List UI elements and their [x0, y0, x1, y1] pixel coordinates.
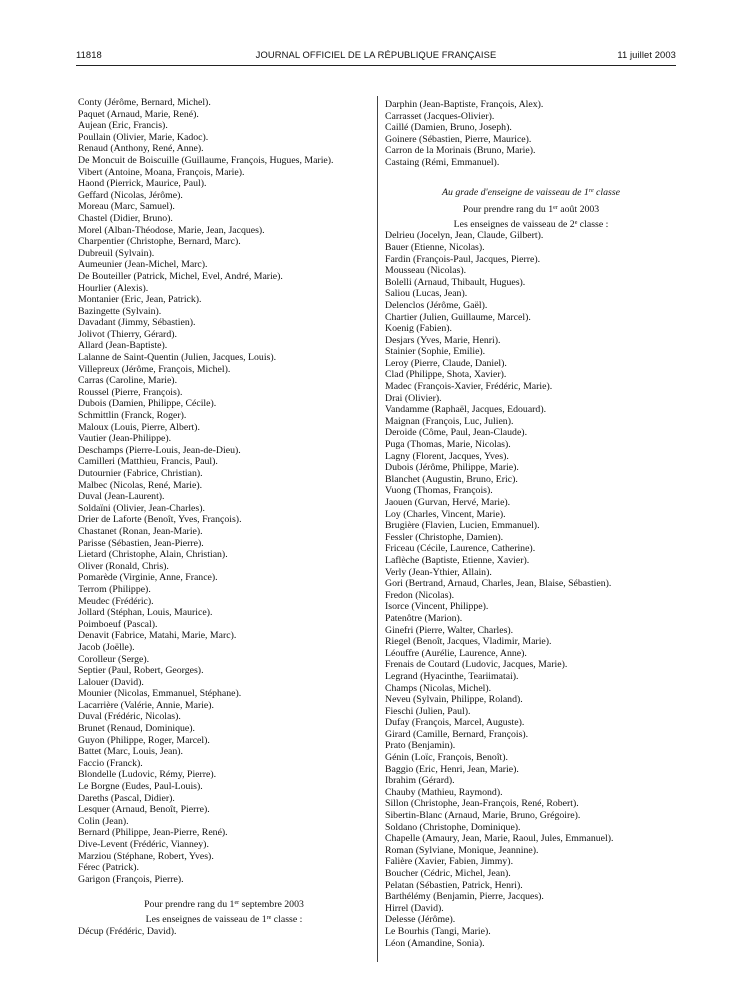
- list-item: Caillé (Damien, Bruno, Joseph).: [385, 122, 512, 134]
- list-item: Villepreux (Jérôme, François, Michel).: [78, 363, 231, 375]
- list-item: Dubreuil (Sylvain).: [78, 247, 155, 259]
- subheading-second-class: Les enseignes de vaisseau de 2e classe :: [453, 218, 609, 230]
- list-item: Drier de Laforte (Benoît, Yves, François).: [78, 514, 242, 526]
- list-item: Friceau (Cécile, Laurence, Catherine).: [385, 543, 536, 555]
- list-item: Frenais de Coutard (Ludovic, Jacques, Marie).: [385, 659, 568, 671]
- list-item: Delenclos (Jérôme, Gaël).: [385, 299, 488, 311]
- list-item: Léon (Amandine, Sonia).: [385, 937, 485, 949]
- list-item: Roman (Sylviane, Monique, Jeannine).: [385, 844, 539, 856]
- list-item: Deroide (Côme, Paul, Jean-Claude).: [385, 427, 528, 439]
- list-item: Clad (Philippe, Shota, Xavier).: [385, 369, 507, 381]
- list-item: Fessler (Christophe, Damien).: [385, 531, 504, 543]
- list-item: Sillon (Christophe, Jean-François, René, Robert).: [385, 798, 579, 810]
- list-item: Lesquer (Arnaud, Benoît, Pierre).: [78, 804, 210, 816]
- list-item: Boucher (Cédric, Michel, Jean).: [385, 868, 511, 879]
- list-item: Riegel (Benoît, Jacques, Vladimir, Marie).: [385, 636, 552, 648]
- list-item: Maloux (Louis, Pierre, Albert).: [78, 421, 200, 433]
- list-item: Lacarrière (Valérie, Annie, Marie).: [78, 699, 214, 711]
- list-item: Carrasset (Jacques-Olivier).: [385, 110, 495, 122]
- list-item: Colin (Jean).: [78, 815, 129, 827]
- list-item: Hirrel (David).: [385, 902, 444, 914]
- list-item: Denavit (Fabrice, Matahi, Marie, Marc).: [78, 630, 237, 642]
- list-item: Koenig (Fabien).: [385, 323, 452, 335]
- list-item: Delesse (Jérôme).: [385, 914, 456, 926]
- list-item: Lalouer (David).: [78, 676, 144, 688]
- list-item: Montanier (Eric, Jean, Patrick).: [78, 294, 202, 306]
- list-item: Geffard (Nicolas, Jérôme).: [78, 189, 183, 201]
- list-item: Paquet (Arnaud, Marie, René).: [78, 108, 199, 120]
- list-item: Mousseau (Nicolas).: [385, 265, 467, 277]
- section-gap: [78, 885, 370, 899]
- list-item: Dutournier (Fabrice, Christian).: [78, 468, 203, 479]
- list-item: Lagny (Florent, Jacques, Yves).: [385, 450, 509, 462]
- list-item: Chauby (Mathieu, Raymond).: [385, 786, 503, 798]
- list-item: Delrieu (Jocelyn, Jean, Claude, Gilbert).: [385, 230, 544, 242]
- list-item: Fardin (François-Paul, Jacques, Pierre).: [385, 253, 541, 265]
- name-list-right-top: [385, 99, 677, 169]
- list-item: Duval (Frédéric, Nicolas).: [78, 711, 181, 723]
- list-item: Fredon (Nicolas).: [385, 589, 455, 601]
- list-item: Neveu (Sylvain, Philippe, Roland).: [385, 694, 523, 706]
- list-item: Hourlier (Alexis).: [78, 282, 149, 294]
- list-item: Gori (Bertrand, Arnaud, Charles, Jean, Blaise, Sébastien).: [385, 578, 612, 590]
- list-item: Conty (Jérôme, Bernard, Michel).: [78, 97, 211, 108]
- page-number: 11818: [76, 49, 102, 60]
- list-item: Roussel (Pierre, François).: [78, 386, 183, 398]
- list-item: Lietard (Christophe, Alain, Christian).: [78, 549, 228, 561]
- list-item: Léouffre (Aurélie, Laurence, Anne).: [385, 647, 527, 659]
- list-item: Marziou (Stéphane, Robert, Yves).: [78, 850, 214, 862]
- list-item: Falière (Xavier, Fabien, Jimmy).: [385, 856, 514, 868]
- rank-date-august: Pour prendre rang du 1er août 2003: [462, 204, 600, 216]
- list-item: Dubois (Jérôme, Philippe, Marie).: [385, 462, 519, 474]
- list-item: Soldaïni (Olivier, Jean-Charles).: [78, 502, 205, 514]
- list-item: Poullain (Olivier, Marie, Kadoc).: [78, 131, 209, 143]
- list-item: Férec (Patrick).: [78, 862, 139, 874]
- list-item: Vandamme (Raphaël, Jacques, Edouard).: [385, 404, 547, 416]
- list-item: Aumeunier (Jean-Michel, Marc).: [78, 259, 208, 271]
- page-header: [76, 49, 676, 63]
- list-item: Drai (Olivier).: [385, 392, 442, 404]
- list-item: Sibertin-Blanc (Arnaud, Marie, Bruno, Grégoire).: [385, 810, 581, 822]
- header-rule: [76, 65, 676, 66]
- list-item: Faccio (Franck).: [78, 757, 143, 769]
- list-item: Darphin (Jean-Baptiste, François, Alex).: [385, 99, 544, 110]
- list-item: Desjars (Yves, Marie, Henri).: [385, 334, 501, 346]
- list-item: Aujean (Eric, Francis).: [78, 120, 168, 132]
- column-divider: [377, 96, 378, 962]
- list-item: Dareths (Pascal, Didier).: [78, 792, 175, 804]
- list-item: Duval (Jean-Laurent).: [78, 491, 165, 503]
- list-item: Leroy (Pierre, Claude, Daniel).: [385, 357, 507, 369]
- list-item: Malbec (Nicolas, René, Marie).: [78, 479, 203, 491]
- list-item: Chastanet (Ronan, Jean-Marie).: [78, 525, 203, 537]
- list-item: Ibrahim (Gérard).: [385, 775, 455, 787]
- list-item: Saliou (Lucas, Jean).: [385, 288, 468, 300]
- list-item: Oliver (Ronald, Chris).: [78, 560, 169, 572]
- list-item: Goinere (Sébastien, Pierre, Maurice).: [385, 133, 532, 145]
- list-item: Jaouen (Gurvan, Hervé, Marie).: [385, 497, 511, 508]
- list-item: Vautier (Jean-Philippe).: [78, 433, 172, 445]
- list-item: Haond (Pierrick, Maurice, Paul).: [78, 178, 207, 190]
- list-item: Renaud (Anthony, René, Anne).: [78, 143, 204, 155]
- list-item: Bazingette (Sylvain).: [78, 305, 162, 317]
- list-item: Brunet (Renaud, Dominique).: [78, 723, 195, 735]
- list-item: Bolelli (Arnaud, Thibault, Hugues).: [385, 276, 526, 288]
- list-item: Blanchet (Augustin, Bruno, Eric).: [385, 473, 518, 485]
- list-item: Mounier (Nicolas, Emmanuel, Stéphane).: [78, 688, 242, 700]
- list-item: Castaing (Rémi, Emmanuel).: [385, 156, 500, 168]
- list-item: Génin (Loïc, François, Benoît).: [385, 752, 508, 764]
- list-item: Jollard (Stéphan, Louis, Maurice).: [78, 607, 213, 619]
- list-item: Blondelle (Ludovic, Rémy, Pierre).: [78, 769, 217, 781]
- list-item: Carron de la Morinais (Bruno, Marie).: [385, 145, 536, 157]
- list-item: Jacob (Joëlle).: [78, 641, 135, 653]
- list-item: Madec (François-Xavier, Frédéric, Marie).: [385, 381, 553, 393]
- list-item: Allard (Jean-Baptiste).: [78, 340, 168, 352]
- list-item: Parisse (Sébastien, Jean-Pierre).: [78, 537, 204, 549]
- list-item: Verly (Jean-Ythier, Allain).: [385, 566, 492, 578]
- list-item: Prato (Benjamin).: [385, 740, 456, 752]
- list-item: Schmittlin (Franck, Roger).: [78, 410, 187, 422]
- grade-heading: Au grade d'enseigne de vaisseau de 1re classe: [441, 186, 621, 198]
- name-list-left: [78, 97, 370, 885]
- subheading-first-class: Les enseignes de vaisseau de 1re classe :: [145, 913, 303, 925]
- list-item: Barthélémy (Benjamin, Pierre, Jacques).: [385, 891, 544, 903]
- list-item: Ginefri (Pierre, Walter, Charles).: [385, 624, 514, 636]
- list-item: Champs (Nicolas, Michel).: [385, 682, 492, 694]
- list-item: Davadant (Jimmy, Sébastien).: [78, 317, 196, 329]
- list-item: Poimboeuf (Pascal).: [78, 618, 158, 630]
- list-item: Stainier (Sophie, Emilie).: [385, 346, 486, 358]
- list-item: Isorce (Vincent, Philippe).: [385, 601, 489, 613]
- list-item: Battet (Marc, Louis, Jean).: [78, 746, 184, 758]
- list-item: Lalanne de Saint-Quentin (Julien, Jacques, Louis).: [78, 352, 277, 364]
- list-item: Garigon (François, Pierre).: [78, 873, 184, 885]
- list-item: Puga (Thomas, Marie, Nicolas).: [385, 439, 511, 451]
- list-item: De Moncuit de Boiscuille (Guillaume, François, Hugues, Marie).: [78, 154, 334, 166]
- list-item: Carras (Caroline, Marie).: [78, 375, 178, 387]
- list-item: Baggio (Eric, Henri, Jean, Marie).: [385, 763, 519, 775]
- list-item: Legrand (Hyacinthe, Teariimatai).: [385, 670, 519, 682]
- list-item: Dufay (François, Marcel, Auguste).: [385, 717, 525, 729]
- list-item: Dubois (Damien, Philippe, Cécile).: [78, 398, 217, 410]
- list-item: Morel (Alban-Théodose, Marie, Jean, Jacques).: [78, 224, 265, 236]
- journal-title: JOURNAL OFFICIEL DE LA RÉPUBLIQUE FRANÇAISE: [255, 49, 497, 60]
- list-item: Septier (Paul, Robert, Georges).: [78, 665, 204, 677]
- list-item: Dive-Levent (Frédéric, Vianney).: [78, 839, 209, 850]
- list-item: Deschamps (Pierre-Louis, Jean-de-Dieu).: [78, 444, 241, 456]
- list-item: Meudec (Frédéric).: [78, 595, 154, 607]
- list-item: Maignan (François, Luc, Julien).: [385, 415, 514, 427]
- list-item: Chastel (Didier, Bruno).: [78, 212, 173, 224]
- list-item: Vuong (Thomas, François).: [385, 485, 493, 497]
- list-item: Brugière (Flavien, Lucien, Emmanuel).: [385, 520, 540, 532]
- list-item: Bernard (Philippe, Jean-Pierre, René).: [78, 827, 228, 839]
- list-item: Moreau (Marc, Samuel).: [78, 201, 175, 213]
- name-list-left-bottom: [78, 926, 370, 938]
- left-column: [78, 97, 370, 937]
- list-item: Laflèche (Baptiste, Etienne, Xavier).: [385, 554, 530, 566]
- list-item: Charpentier (Christophe, Bernard, Marc).: [78, 236, 241, 248]
- list-item: Le Bourhis (Tangi, Marie).: [385, 925, 491, 937]
- list-item: Terrom (Philippe).: [78, 583, 151, 595]
- list-item: Girard (Camille, Bernard, François).: [385, 728, 529, 740]
- list-item: Guyon (Philippe, Roger, Marcel).: [78, 734, 210, 746]
- list-item: De Bouteiller (Patrick, Michel, Evel, André, Marie).: [78, 270, 283, 282]
- list-item: Chapelle (Amaury, Jean, Marie, Raoul, Jules, Emmanuel).: [385, 833, 614, 845]
- list-item: Décup (Frédéric, David).: [78, 925, 177, 937]
- rank-date-september: Pour prendre rang du 1er septembre 2003: [144, 899, 304, 911]
- name-list-right: [385, 230, 677, 949]
- publication-date: 11 juillet 2003: [617, 49, 676, 60]
- list-item: Jolivot (Thierry, Gérard).: [78, 328, 177, 340]
- list-item: Loy (Charles, Vincent, Marie).: [385, 508, 506, 520]
- list-item: Patenôtre (Marion).: [385, 612, 463, 624]
- list-item: Soldano (Christophe, Dominique).: [385, 821, 521, 833]
- list-item: Corolleur (Serge).: [78, 653, 150, 665]
- list-item: Pomarède (Virginie, Anne, France).: [78, 572, 218, 584]
- list-item: Camilleri (Matthieu, Francis, Paul).: [78, 456, 218, 468]
- list-item: Bauer (Etienne, Nicolas).: [385, 241, 485, 253]
- list-item: Fieschi (Julien, Paul).: [385, 705, 471, 717]
- section-gap: [385, 169, 677, 187]
- list-item: Le Borgne (Eudes, Paul-Louis).: [78, 781, 203, 793]
- list-item: Chartier (Julien, Guillaume, Marcel).: [385, 311, 531, 323]
- list-item: Pelatan (Sébastien, Patrick, Henri).: [385, 879, 523, 891]
- list-item: Vibert (Antoine, Moana, François, Marie).: [78, 166, 245, 178]
- right-column: [385, 99, 677, 949]
